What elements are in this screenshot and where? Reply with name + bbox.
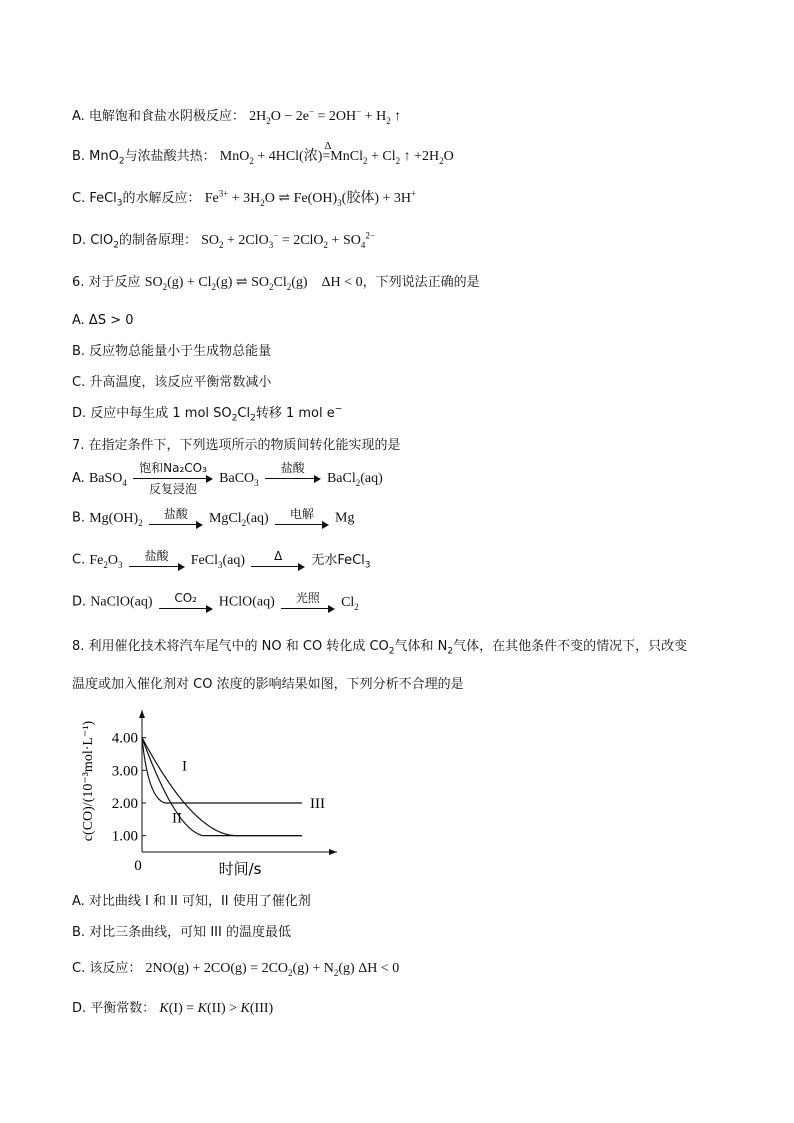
series-label-I: I: [182, 758, 187, 775]
q6-equation: $SO_2(g) + Cl_2(g)$ ⇌ $SO_2Cl_2(g)$ ΔH < 0: [144, 275, 363, 292]
x-axis-arrow: [329, 849, 337, 855]
q7-c-arrow1: 盐酸: [129, 550, 185, 571]
y-tick-label: 1.00: [111, 828, 138, 845]
q7-d-arrow2: 光照: [281, 592, 335, 613]
q8-stem-line2: 温度或加入催化剂对 CO 浓度的影响结果如图，下列分析不合理的是: [72, 677, 464, 692]
q5-c-equation: $Fe^{3+} + 3H_2O$ ⇌ $Fe(OH)_3$(胶体) + 3H+: [204, 188, 417, 208]
series-label-III: III: [310, 795, 325, 812]
co-concentration-chart: [72, 702, 352, 882]
y-axis-label: c(CO)/(10⁻³mol·L⁻¹): [81, 720, 96, 842]
q8-option-c: C. 该反应： $2NO(g) + 2CO(g) = 2CO_2(g) + N_2(g) \Delta H < 0$: [72, 961, 400, 978]
q7-option-a: A. BaSO$_4$ 饱和Na₂CO₃ 反复浸泡 BaCO$_3$ 盐酸 BaCl$_2$(aq): [72, 461, 383, 496]
q5-a-equation: $2H_2O - 2e^- = 2OH^- + H_2$ ↑: [249, 106, 402, 126]
q7-option-d: D. NaClO(aq) CO₂ HClO(aq) 光照 $Cl_2$: [72, 591, 359, 612]
q6-option-d: D. 反应中每生成 1 mol $SO_2Cl_2$转移 1 mol e−: [72, 404, 343, 424]
x-axis-label: 时间/s: [218, 860, 262, 878]
series-label-II: II: [172, 810, 182, 827]
q7-stem: 7. 在指定条件下，下列选项所示的物质间转化能实现的是: [72, 438, 401, 453]
q5-option-b: B. MnO$_2$与浓盐酸共热： MnO$_2$ + 4HCl(浓) Δ =MnCl$_2$ + $Cl_2$ ↑ $+2H_2O$: [72, 140, 454, 167]
series-line-I: [142, 738, 302, 836]
series-line-II: [142, 738, 302, 836]
q7-b-arrow1: 盐酸: [149, 508, 203, 529]
q8-d-equation: K(I) = K(II) > K(III): [159, 1001, 274, 1016]
q6-option-b: B. 反应物总能量小于生成物总能量: [72, 344, 272, 359]
q7-option-b: B. $Mg(OH)_2$ 盐酸 MgCl$_2$(aq) 电解 Mg: [72, 507, 355, 528]
y-tick-label: 4.00: [111, 730, 138, 747]
q7-d-arrow1: CO₂: [159, 592, 213, 613]
y-tick-label: 2.00: [111, 795, 138, 812]
q5-option-c: C. FeCl$_3$的水解反应： $Fe^{3+} + 3H_2O$ ⇌ $Fe(OH)_3$(胶体) + 3H+: [72, 188, 417, 209]
q8-option-d: D. 平衡常数： K(I) = K(II) > K(III): [72, 1001, 274, 1016]
q8-option-b: B. 对比三条曲线，可知 III 的温度最低: [72, 925, 291, 940]
q7-a-arrow1: 饱和Na₂CO₃ 反复浸泡: [133, 462, 213, 496]
q7-option-c: C. $Fe_2O_3$ 盐酸 FeCl$_3$(aq) Δ 无水FeCl$_3$: [72, 549, 371, 571]
q8-c-equation: $2NO(g) + 2CO(g) = 2CO_2(g) + N_2(g) \Delta H < 0$: [145, 961, 400, 978]
y-axis-arrow: [139, 710, 145, 718]
q6-option-a: A. ΔS > 0: [72, 313, 134, 328]
q6-stem: 6. 对于反应 $SO_2(g) + Cl_2(g)$ ⇌ $SO_2Cl_2(g)$ ΔH < 0，下列说法正确的是: [72, 275, 480, 292]
q8-stem-line1: 8. 利用催化技术将汽车尾气中的 NO 和 CO 转化成 $CO_2$气体和 $N_2$气体，在其他条件不变的情况下，只改变: [72, 639, 688, 657]
q7-b-arrow2: 电解: [275, 508, 329, 529]
y-tick-label: 3.00: [111, 763, 138, 780]
q6-option-c: C. 升高温度，该反应平衡常数减小: [72, 375, 272, 390]
q5-option-d: D. ClO$_2$的制备原理： $SO_2 + 2ClO_3^- = 2ClO_2 + SO_4^{2-}$: [72, 230, 375, 251]
q7-c-arrow2: Δ: [251, 550, 305, 571]
q5-b-equation: MnO$_2$ + 4HCl(浓) Δ =MnCl$_2$ + $Cl_2$ ↑ $+2H_2O$: [219, 140, 454, 166]
q5-d-equation: $SO_2 + 2ClO_3^- = 2ClO_2 + SO_4^{2-}$: [201, 230, 375, 250]
q8-option-a: A. 对比曲线 I 和 II 可知，II 使用了催化剂: [72, 894, 311, 909]
q7-a-arrow2: 盐酸: [265, 462, 321, 496]
q5-option-a: A. 电解饱和食盐水阴极反应： $2H_2O - 2e^- = 2OH^- + H_2$ ↑: [72, 106, 402, 126]
origin-label: 0: [134, 858, 142, 874]
